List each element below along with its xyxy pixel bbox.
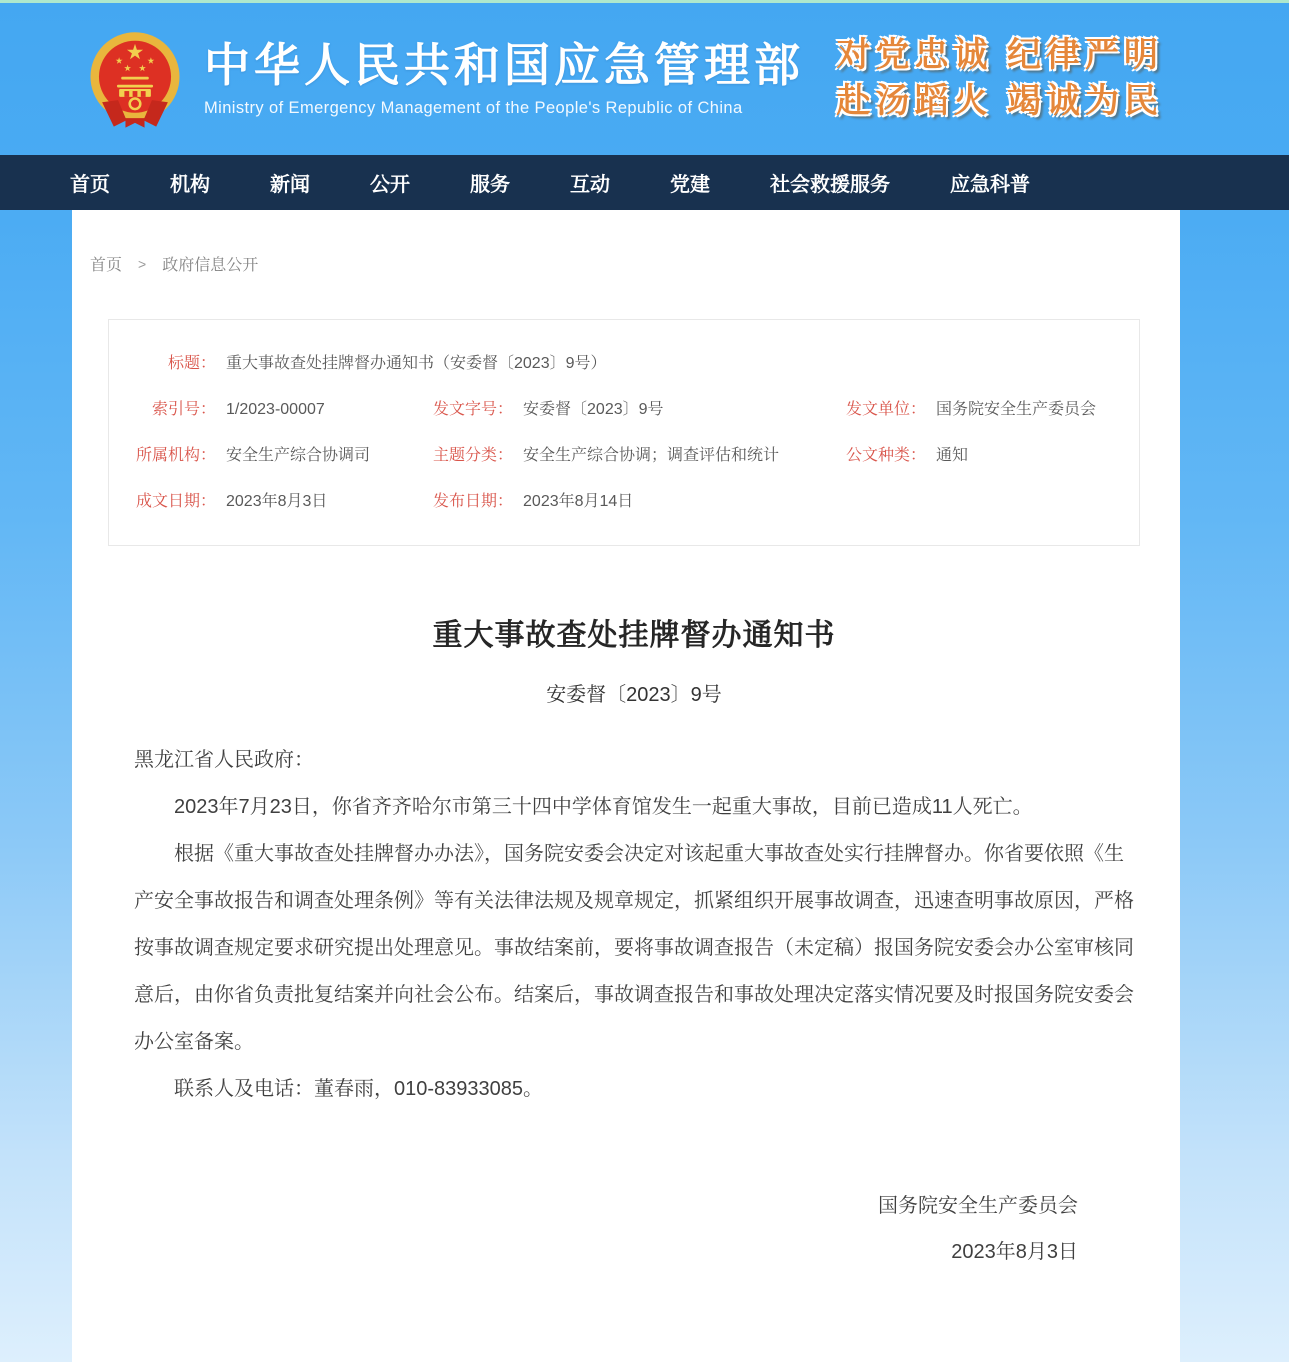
document-meta-card bbox=[108, 319, 1140, 546]
header-slogan bbox=[837, 33, 1163, 125]
meta-value-date-published: 2023年8月14日 bbox=[523, 493, 634, 510]
document-body bbox=[134, 737, 1134, 1113]
nav-item-social-rescue[interactable]: 社会救援服务 bbox=[770, 174, 890, 196]
meta-field-issuing-unit bbox=[846, 396, 1139, 419]
nav-item-disclosure[interactable]: 公开 bbox=[370, 174, 410, 196]
meta-field-topic-class bbox=[433, 442, 846, 465]
document-paragraph-1: 2023年7月23日，你省齐齐哈尔市第三十四中学体育馆发生一起重大事故，目前已造成11人死亡。 bbox=[174, 796, 1033, 818]
china-national-emblem-icon bbox=[82, 28, 188, 134]
meta-row-title bbox=[109, 350, 1139, 373]
nav-item-interaction[interactable]: 互动 bbox=[570, 174, 610, 196]
official-document bbox=[72, 610, 1180, 1275]
breadcrumb bbox=[72, 210, 1180, 275]
site-title: 中华人民共和国应急管理部 bbox=[204, 38, 804, 91]
nav-item-emergency-science[interactable]: 应急科普 bbox=[950, 174, 1030, 196]
slogan-line-1: 对党忠诚 纪律严明 bbox=[836, 36, 1163, 75]
document-paragraph-2: 根据《重大事故查处挂牌督办办法》，国务院安委会决定对该起重大事故查处实行挂牌督办。你省要依照《生产安全事故报告和调查处理条例》等有关法律法规及规章规定，抓紧组织开展事故调查，迅速查明事故原因，严格按事故调查规定要求研究提出处理意见。事故结案前，要将事故调查报告（未定稿）报国务院安委会办公室审核同意后，由你省负责批复结案并向社会公布。结案后，事故调查报告和事故处理决定落实情况要及时报国务院安委会办公室备案。 bbox=[134, 843, 1134, 1053]
nav-item-news[interactable]: 新闻 bbox=[270, 174, 310, 196]
document-title: 重大事故查处挂牌督办通知书 bbox=[432, 619, 836, 652]
site-subtitle: Ministry of Emergency Management of the People's Republic of China bbox=[204, 99, 743, 118]
meta-row-4 bbox=[109, 488, 1139, 511]
meta-label-date-written: 成文日期： bbox=[135, 493, 216, 510]
main-nav bbox=[0, 155, 1289, 210]
meta-value-date-written: 2023年8月3日 bbox=[226, 493, 328, 510]
document-salutation: 黑龙江省人民政府： bbox=[134, 749, 314, 771]
site-brand bbox=[204, 40, 804, 119]
meta-field-doc-type bbox=[846, 442, 1139, 465]
meta-row-3 bbox=[109, 442, 1139, 465]
meta-row-2 bbox=[109, 396, 1139, 419]
meta-value-issuing-unit: 国务院安全生产委员会 bbox=[936, 401, 1097, 418]
meta-label-doc-type: 公文种类： bbox=[846, 447, 927, 464]
meta-label-doc-no: 发文字号： bbox=[433, 401, 514, 418]
meta-value-topic-class: 安全生产综合协调；调查评估和统计 bbox=[523, 447, 780, 464]
nav-item-services[interactable]: 服务 bbox=[470, 174, 510, 196]
document-contact-line: 联系人及电话：董春雨，010-83933085。 bbox=[174, 1078, 544, 1100]
meta-label-date-published: 发布日期： bbox=[433, 493, 514, 510]
document-signature bbox=[134, 1183, 1134, 1275]
site-header bbox=[0, 3, 1289, 155]
document-number: 安委督〔2023〕9号 bbox=[546, 684, 722, 706]
meta-label-department: 所属机构： bbox=[135, 447, 216, 464]
meta-field-date-written bbox=[109, 488, 433, 511]
meta-value-doc-type: 通知 bbox=[936, 447, 969, 464]
content-area bbox=[72, 210, 1180, 1362]
meta-field-doc-no bbox=[433, 396, 846, 419]
meta-field-date-published bbox=[433, 488, 846, 511]
breadcrumb-current-link[interactable]: 政府信息公开 bbox=[162, 257, 259, 274]
meta-value-doc-no: 安委督〔2023〕9号 bbox=[523, 401, 664, 418]
breadcrumb-home-link[interactable]: 首页 bbox=[90, 257, 123, 274]
meta-label-title: 标题： bbox=[167, 355, 216, 372]
nav-item-party-building[interactable]: 党建 bbox=[670, 174, 710, 196]
nav-item-organization[interactable]: 机构 bbox=[170, 174, 210, 196]
meta-label-issuing-unit: 发文单位： bbox=[846, 401, 927, 418]
meta-value-title: 重大事故查处挂牌督办通知书（安委督〔2023〕9号） bbox=[226, 355, 607, 372]
meta-label-index-no: 索引号： bbox=[151, 401, 216, 418]
meta-value-index-no: 1/2023-00007 bbox=[226, 401, 325, 418]
signature-date: 2023年8月3日 bbox=[951, 1241, 1078, 1263]
signature-organization: 国务院安全生产委员会 bbox=[878, 1195, 1078, 1217]
meta-value-department: 安全生产综合协调司 bbox=[226, 447, 371, 464]
meta-field-index-no bbox=[109, 396, 433, 419]
breadcrumb-separator: > bbox=[138, 255, 147, 272]
nav-item-home[interactable]: 首页 bbox=[70, 174, 110, 196]
meta-field-department bbox=[109, 442, 433, 465]
meta-label-topic-class: 主题分类： bbox=[433, 447, 514, 464]
slogan-line-2: 赴汤蹈火 竭诚为民 bbox=[836, 82, 1163, 120]
